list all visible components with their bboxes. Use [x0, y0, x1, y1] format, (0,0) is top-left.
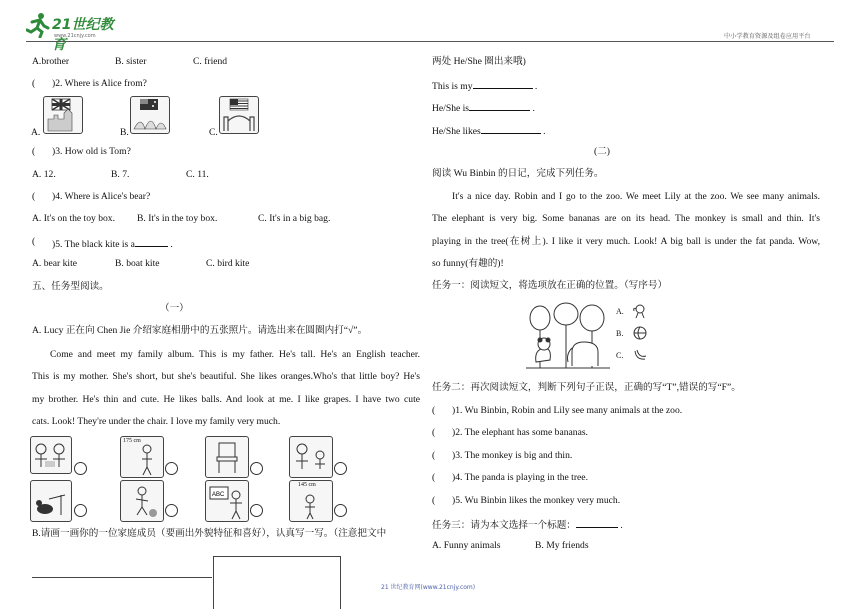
- family-passage: [32, 344, 420, 434]
- passage-line: cats. Look! They're under the chair. I love my family very much.: [32, 416, 281, 428]
- diary-line: It's a nice day. Robin and I go to the zoo. We meet Lily at the zoo. We see many animals.: [452, 191, 820, 202]
- q5-blank[interactable]: [135, 236, 168, 247]
- task1-instruction: 任务一：阅读短文，将选项放在正确的位置。（写序号）: [432, 280, 668, 291]
- write-blank-2[interactable]: [469, 100, 530, 111]
- diary-line: playing in the tree(在树上). I like it very much. Look! A big ball is under the fat panda. Wow,: [432, 235, 820, 247]
- task3-option-a: A. Funny animals: [432, 540, 501, 551]
- diary-instruction: 阅读 Wu Binbin 的日记，完成下列任务。: [432, 168, 604, 179]
- statement-4: )4. The panda is playing in the tree.: [452, 472, 588, 483]
- q1-option-a: A.brother: [32, 56, 70, 67]
- q5-end: .: [170, 239, 173, 250]
- photo-chair: [205, 436, 249, 478]
- check-circle-8[interactable]: [334, 504, 347, 517]
- monkey-icon: [632, 303, 648, 319]
- q3-question: )3. How old is Tom?: [52, 146, 131, 157]
- statement-5-paren: (: [432, 495, 436, 506]
- check-circle-7[interactable]: [250, 504, 263, 517]
- statement-1: )1. Wu Binbin, Robin and Lily see many animals at the zoo.: [452, 405, 683, 416]
- q5-option-b: B. boat kite: [115, 258, 160, 269]
- q5-option-c: C. bird kite: [206, 258, 250, 269]
- zoo-scene-picture: [526, 302, 610, 372]
- write-blank-1[interactable]: [473, 78, 533, 89]
- write-line-2-prefix: He/She is: [432, 103, 470, 114]
- photo-tall-father: [120, 436, 164, 478]
- drawing-box[interactable]: [213, 556, 341, 609]
- write-line-2: [432, 100, 535, 115]
- ball-icon: [632, 325, 648, 341]
- check-circle-2[interactable]: [165, 462, 178, 475]
- q2-paren: (: [32, 78, 36, 89]
- q3-option-c: C. 11.: [186, 169, 209, 180]
- task3-blank[interactable]: [576, 517, 618, 528]
- part-a-instruction: A. Lucy 正在向 Chen Jie 介绍家庭相册中的五张照片。请选出来在圆圈内打“√”。: [32, 325, 368, 336]
- check-circle-5[interactable]: [74, 504, 87, 517]
- statement-1-paren: (: [432, 405, 436, 416]
- writing-line[interactable]: [32, 577, 212, 578]
- q5-option-a: A. bear kite: [32, 258, 78, 269]
- header-rule: [26, 41, 834, 42]
- svg-text:ABC: ABC: [212, 492, 225, 498]
- statement-3-paren: (: [432, 450, 436, 461]
- part-b-instruction: B.请画一画你的一位家庭成员（要画出外貌特征和喜好），认真写一写。（注意把文中: [32, 528, 387, 539]
- statement-2-paren: (: [432, 427, 436, 438]
- bananas-icon: [632, 347, 648, 363]
- photo-teacher: [205, 480, 249, 522]
- write-line-1-end: .: [534, 81, 538, 92]
- check-circle-1[interactable]: [74, 462, 87, 475]
- q1-option-c: C. friend: [193, 56, 228, 67]
- task3-instruction: [432, 517, 623, 532]
- logo-text: 21世纪教育: [52, 17, 114, 53]
- australia-landmark-picture: [130, 96, 170, 134]
- photo-label-175cm: 175 cm: [123, 438, 141, 444]
- passage-line: Come and meet my family album. This is my father. He's tall. He's an English teacher.: [50, 349, 420, 360]
- diary-passage: [432, 186, 820, 276]
- statement-4-paren: (: [432, 472, 436, 483]
- photo-label-145cm: 145 cm: [298, 482, 316, 488]
- q1-option-b: B. sister: [115, 56, 147, 67]
- q5-text: )5. The black kite is a: [52, 239, 135, 250]
- header-right-text: 中小学教育资源及组卷应用平台: [724, 33, 811, 40]
- write-line-3: [432, 123, 546, 138]
- q2-label-c: C.: [209, 127, 218, 138]
- statement-3: )3. The monkey is big and thin.: [452, 450, 573, 461]
- q5-paren: (: [32, 236, 36, 247]
- statement-2: )2. The elephant has some bananas.: [452, 427, 588, 438]
- header-logo: [26, 10, 126, 53]
- q2-label-b: B.: [120, 127, 129, 138]
- q4-option-c: C. It's in a big bag.: [258, 213, 331, 224]
- check-circle-4[interactable]: [334, 462, 347, 475]
- photo-mother-boy: [289, 436, 333, 478]
- task3-end: .: [620, 520, 623, 531]
- photo-boy-ball: [120, 480, 164, 522]
- logo-url: www.21cnjy.com: [54, 33, 96, 39]
- task1-option-b: B.: [616, 329, 624, 338]
- check-circle-3[interactable]: [250, 462, 263, 475]
- diary-line: The elephant is very big. Some bananas are on its head. The monkey is small and thin. It's: [432, 213, 820, 225]
- q3-paren: (: [32, 146, 36, 157]
- write-line-1-prefix: This is my: [432, 81, 473, 92]
- passage-line: This is my mother. She's short, but she's beautiful. She likes oranges.Who's that little boy? He's: [32, 371, 420, 383]
- write-line-3-end: .: [543, 126, 546, 137]
- write-line-1: [432, 78, 537, 93]
- q4-paren: (: [32, 191, 36, 202]
- task1-option-c: C.: [616, 351, 624, 360]
- photo-cats: [30, 480, 72, 522]
- footer-text: 21 世纪教育网(www.21cnjy.com): [381, 584, 476, 591]
- task3-prefix: 任务三：请为本文选择一个标题：: [432, 520, 576, 531]
- write-line-3-prefix: He/She likes: [432, 126, 481, 137]
- uk-landmark-picture: [43, 96, 83, 134]
- task2-instruction: 任务二：再次阅读短文，判断下列句子正误，正确的写“T”,错误的写“F”。: [432, 382, 741, 393]
- passage-line: my brother. He's thin and cute. He likes balls. And look at me. I like grapes. I have two cute: [32, 393, 420, 405]
- q5-question: [52, 236, 173, 251]
- q4-option-a: A. It's on the toy box.: [32, 213, 116, 224]
- runner-logo-icon: [26, 12, 50, 38]
- continuation-text: 两处 He/She 圈出来哦): [432, 56, 526, 67]
- part2-title: (二): [594, 146, 610, 157]
- usa-landmark-picture: [219, 96, 259, 134]
- photo-short-mother: [289, 480, 333, 522]
- part1-title: （一）: [160, 303, 189, 314]
- task1-option-a: A.: [616, 307, 624, 316]
- q3-option-a: A. 12.: [32, 169, 56, 180]
- statement-5: )5. Wu Binbin likes the monkey very much.: [452, 495, 621, 506]
- photo-drawing-kids: [30, 436, 72, 474]
- write-blank-3[interactable]: [481, 123, 541, 134]
- section5-title: 五、任务型阅读。: [32, 281, 109, 292]
- task3-option-b: B. My friends: [535, 540, 589, 551]
- q2-question: )2. Where is Alice from?: [52, 78, 147, 89]
- q4-question: )4. Where is Alice's bear?: [52, 191, 151, 202]
- check-circle-6[interactable]: [165, 504, 178, 517]
- q2-label-a: A.: [31, 127, 41, 138]
- write-line-2-end: .: [532, 103, 535, 114]
- diary-line: so funny(有趣的)!: [432, 258, 504, 270]
- q4-option-b: B. It's in the toy box.: [137, 213, 218, 224]
- q3-option-b: B. 7.: [111, 169, 130, 180]
